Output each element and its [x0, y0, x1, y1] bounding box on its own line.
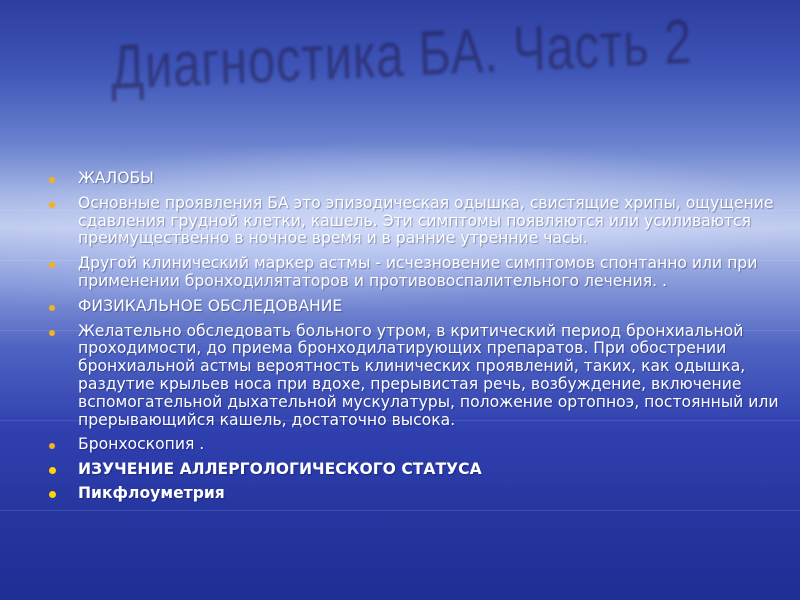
- bullet-item: [40, 195, 792, 248]
- bullet-item: [40, 298, 792, 316]
- bullet-text: Другой клинический маркер астмы - исчезновение симптомов спонтанно или при применении бронходилятаторов и противовоспалительного лечения. .: [78, 254, 758, 290]
- bullet-text: ИЗУЧЕНИЕ АЛЛЕРГОЛОГИЧЕСКОГО СТАТУСА: [78, 460, 482, 479]
- bullet-list: [40, 170, 792, 503]
- slide-title: [88, 4, 712, 100]
- bullet-item: [40, 485, 792, 503]
- bullet-item: [40, 323, 792, 430]
- bullet-dot-icon: [49, 202, 55, 208]
- bullet-text: ЖАЛОБЫ: [78, 170, 154, 187]
- bullet-text: ФИЗИКАЛЬНОЕ ОБСЛЕДОВАНИЕ: [78, 296, 343, 315]
- bullet-dot-icon: [49, 330, 55, 336]
- slide-content: [40, 170, 792, 600]
- bullet-text: Бронхоскопия .: [78, 435, 205, 454]
- bullet-item: [40, 461, 792, 479]
- bullet-text: Пикфлоуметрия: [78, 483, 225, 502]
- slide-title-text: Диагностика БА. Часть 2: [108, 4, 692, 100]
- bullet-text: Основные проявления БА это эпизодическая одышка, свистящие хрипы, ощущение сдавления грудной клетки, кашель. Эти симптомы появляются или усиливаются преимущественно в ночное время и в ранние утренние часы.: [78, 193, 774, 248]
- bullet-item: [40, 255, 792, 291]
- bullet-dot-icon: [49, 467, 56, 474]
- bullet-dot-icon: [49, 305, 55, 311]
- bullet-dot-icon: [49, 491, 56, 498]
- bullet-dot-icon: [49, 443, 55, 449]
- bullet-text: Желательно обследовать больного утром, в критический период бронхиальной проходимости, до приема бронходилатирующих препаратов. При обострении бронхиальной астмы вероятность клинических проявлений, таких, как одышка, раздутие крыльев носа при вдохе, прерывистая речь, возбуждение, включение вспомогательной дыхательной мускулатуры, положение ортопноэ, постоянный или прерывающийся кашель, достаточно высока.: [78, 321, 779, 429]
- bullet-item: [40, 170, 792, 188]
- bullet-dot-icon: [49, 177, 55, 183]
- bullet-dot-icon: [49, 262, 55, 268]
- bullet-item: [40, 436, 792, 454]
